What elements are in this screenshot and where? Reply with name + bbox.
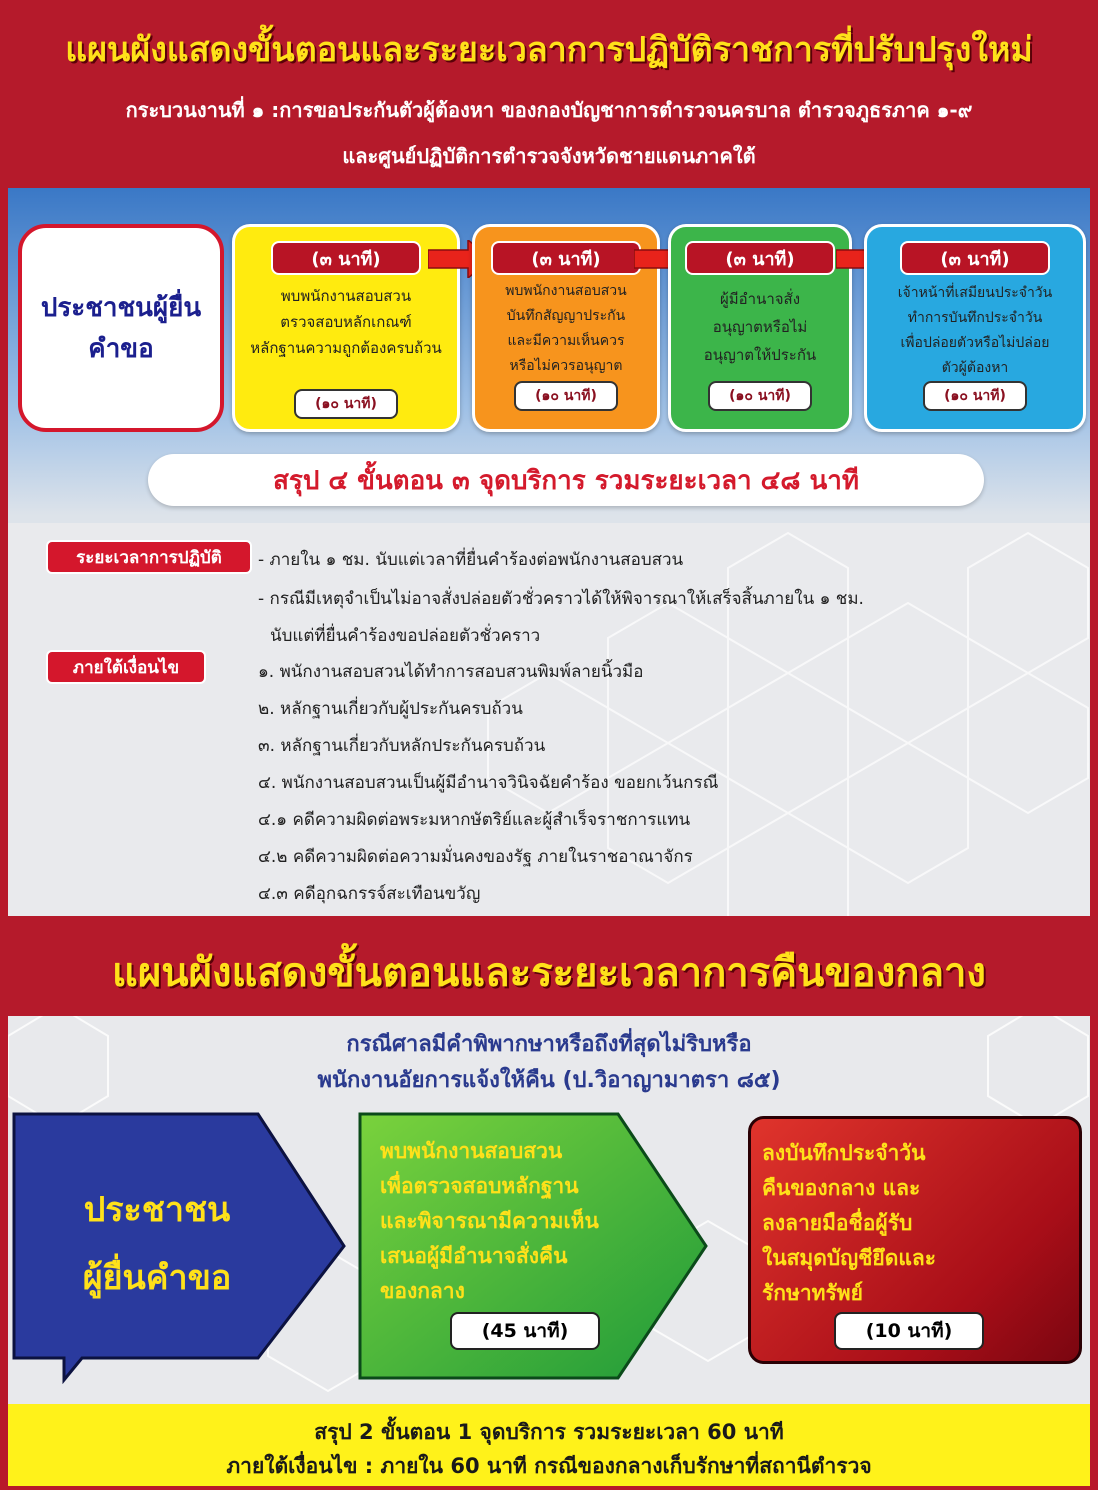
main-title: แผนผังแสดงขั้นตอนและระยะเวลาการปฏิบัติราชการที่ปรับปรุงใหม่ bbox=[65, 30, 1033, 70]
step-4-service-time: (๑๐ นาที) bbox=[923, 381, 1027, 411]
bail-flow-panel bbox=[8, 188, 1090, 916]
step-1-line: หลักฐานความถูกต้องครบถ้วน bbox=[250, 339, 442, 357]
record-line: ลงลายมือชื่อผู้รับ bbox=[762, 1211, 913, 1235]
record-line: ลงบันทึกประจำวัน bbox=[762, 1141, 926, 1165]
step-4-description bbox=[873, 281, 1077, 381]
condition-line: ๔. พนักงานสอบสวนเป็นผู้มีอำนาจวินิจฉัยคำร้อง ขอยกเว้นกรณี bbox=[258, 773, 719, 793]
step-2-service-time: (๑๐ นาที) bbox=[514, 381, 618, 411]
step-4-line: เพื่อปล่อยตัวหรือไม่ปล่อย bbox=[900, 335, 1050, 351]
inspect-step-time: (45 นาที) bbox=[450, 1312, 600, 1350]
step-2-line: และมีความเห็นควร bbox=[507, 333, 625, 349]
step-3-line: อนุญาตให้ประกัน bbox=[703, 346, 817, 364]
step-3-description bbox=[677, 285, 843, 369]
flow-1-summary: สรุป ๔ ขั้นตอน ๓ จุดบริการ รวมระยะเวลา ๔๘ นาที bbox=[148, 454, 984, 506]
citizen-applicant-label bbox=[42, 1176, 272, 1312]
step-4-box bbox=[864, 224, 1086, 432]
return-evidence-panel bbox=[8, 1016, 1090, 1404]
inspect-line: ของกลาง bbox=[380, 1279, 465, 1303]
step-1-description bbox=[241, 283, 451, 361]
record-line: คืนของกลาง และ bbox=[762, 1176, 921, 1200]
inspect-line: เสนอผู้มีอำนาจสั่งคืน bbox=[380, 1244, 568, 1268]
step-3-service-time: (๑๐ นาที) bbox=[708, 381, 812, 411]
step-4-line: เจ้าหน้าที่เสมียนประจำวัน bbox=[897, 285, 1053, 301]
step-1-service-time: (๑๐ นาที) bbox=[294, 389, 398, 419]
record-step-description bbox=[762, 1136, 1082, 1311]
step-2-line: พบพนักงานสอบสวน bbox=[505, 283, 627, 299]
inspect-line: พบพนักงานสอบสวน bbox=[380, 1139, 563, 1163]
footer-summary-line: สรุป 2 ขั้นตอน 1 จุดบริการ รวมระยะเวลา 60 นาที bbox=[314, 1420, 784, 1444]
inspect-step-description bbox=[380, 1134, 680, 1309]
step-3-line: อนุญาตหรือไม่ bbox=[712, 318, 808, 336]
record-line: ในสมุดบัญชียึดและ bbox=[762, 1246, 937, 1270]
step-1-box bbox=[232, 224, 460, 432]
step-2-box bbox=[472, 224, 660, 432]
step-3-line: ผู้มีอำนาจสั่ง bbox=[719, 290, 801, 308]
record-step-time: (10 นาที) bbox=[834, 1312, 984, 1350]
condition-tag: ภายใต้เงื่อนไข bbox=[46, 650, 206, 684]
condition-line: ๑. พนักงานสอบสวนได้ทำการสอบสวนพิมพ์ลายนิ้วมือ bbox=[258, 662, 644, 682]
condition-line: ๔.๑ คดีความผิดต่อพระมหากษัตริย์และผู้สำเร็จราชการแทน bbox=[258, 810, 691, 830]
step-2-line: หรือไม่ควรอนุญาต bbox=[509, 358, 623, 374]
citizen-line: ผู้ยื่นคำขอ bbox=[82, 1258, 232, 1298]
second-title: แผนผังแสดงขั้นตอนและระยะเวลาการคืนของกลาง bbox=[112, 950, 986, 996]
condition-line: ๓. หลักฐานเกี่ยวกับหลักประกันครบถ้วน bbox=[258, 736, 546, 756]
record-line: รักษาทรัพย์ bbox=[762, 1281, 863, 1305]
step-4-line: ทำการบันทึกประจำวัน bbox=[907, 310, 1043, 326]
period-line: - กรณีมีเหตุจำเป็นไม่อาจสั่งปล่อยตัวชั่วคราวได้ให้พิจารณาให้เสร็จสิ้นภายใน ๑ ชม. bbox=[258, 589, 864, 609]
period-line: - ภายใน ๑ ชม. นับแต่เวลาที่ยื่นคำร้องต่อพนักงานสอบสวน bbox=[258, 550, 684, 570]
footer-summary bbox=[8, 1404, 1090, 1486]
inspect-line: และพิจารณามีความเห็น bbox=[380, 1209, 599, 1233]
process-subtitle-2: และศูนย์ปฏิบัติการตำรวจจังหวัดชายแดนภาคใต้ bbox=[342, 144, 756, 168]
step-2-description bbox=[481, 279, 651, 379]
return-subtitle-2: พนักงานอัยการแจ้งให้คืน (ป.วิอาญามาตรา ๘๕) bbox=[317, 1068, 781, 1093]
condition-line: ๔.๒ คดีความผิดต่อความมั่นคงของรัฐ ภายในราชอาณาจักร bbox=[258, 847, 693, 867]
step-1-wait-time: (๓ นาที) bbox=[271, 241, 421, 275]
step-4-wait-time: (๓ นาที) bbox=[900, 241, 1050, 275]
process-subtitle: กระบวนงานที่ ๑ :การขอประกันตัวผู้ต้องหา ของกองบัญชาการตำรวจนครบาล ตำรวจภูธรภาค ๑-๙ bbox=[125, 98, 973, 122]
top-header bbox=[0, 0, 1098, 188]
period-line: นับแต่ที่ยื่นคำร้องขอปล่อยตัวชั่วคราว bbox=[270, 626, 541, 646]
footer-condition-line: ภายใต้เงื่อนไข : ภายใน 60 นาที กรณีของกลางเก็บรักษาที่สถานีตำรวจ bbox=[226, 1454, 872, 1478]
condition-line: ๔.๓ คดีอุกฉกรรจ์สะเทือนขวัญ bbox=[258, 884, 481, 904]
inspect-line: เพื่อตรวจสอบหลักฐาน bbox=[380, 1174, 579, 1198]
condition-line: ๒. หลักฐานเกี่ยวกับผู้ประกันครบถ้วน bbox=[258, 699, 523, 719]
citizen-line: ประชาชน bbox=[83, 1190, 231, 1230]
step-3-box bbox=[668, 224, 852, 432]
step-2-wait-time: (๓ นาที) bbox=[491, 241, 641, 275]
step-1-line: พบพนักงานสอบสวน bbox=[280, 287, 412, 305]
step-3-wait-time: (๓ นาที) bbox=[685, 241, 835, 275]
citizen-applicant-box: ประชาชนผู้ยื่นคำขอ bbox=[18, 224, 224, 432]
step-1-line: ตรวจสอบหลักเกณฑ์ bbox=[280, 313, 412, 331]
return-subtitle: กรณีศาลมีคำพิพากษาหรือถึงที่สุดไม่ริบหรือ bbox=[346, 1032, 752, 1057]
step-4-line: ตัวผู้ต้องหา bbox=[941, 360, 1009, 376]
period-tag: ระยะเวลาการปฏิบัติ bbox=[46, 540, 252, 574]
step-2-line: บันทึกสัญญาประกัน bbox=[506, 308, 626, 324]
